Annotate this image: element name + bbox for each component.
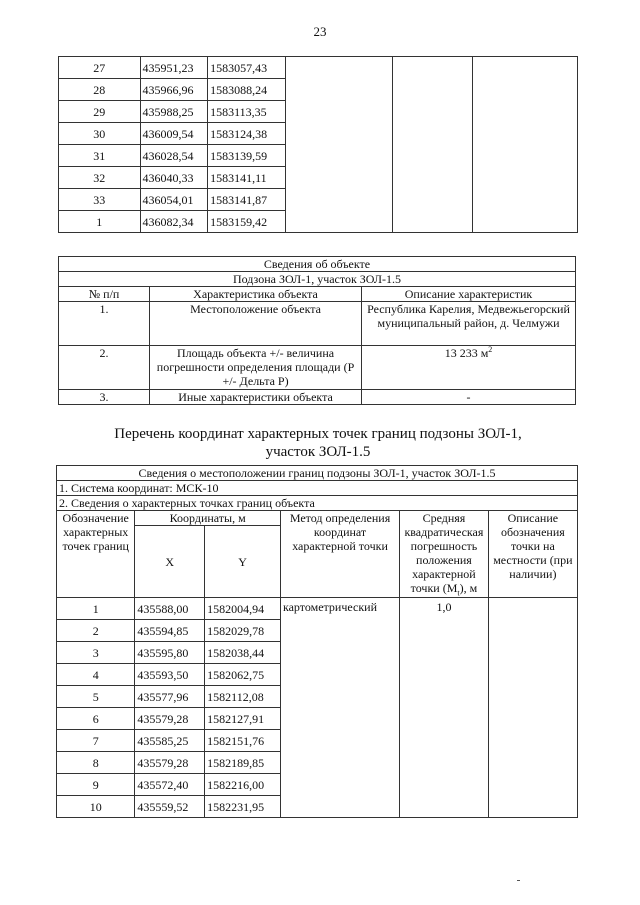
coord-x: 435595,80 (135, 642, 205, 664)
coord-y: 1582038,44 (205, 642, 281, 664)
coord-x: 436028,54 (140, 145, 208, 167)
coord-x: 435588,00 (135, 598, 205, 620)
point-description-cell (488, 598, 577, 818)
coord-x: 435951,23 (140, 57, 208, 79)
point-number: 8 (57, 752, 135, 774)
coord-y: 1583159,42 (208, 211, 286, 233)
row-description: Республика Карелия, Медвежьегорский муниципальный район, д. Челмужи (361, 302, 575, 346)
header-error-end: ), м (459, 581, 478, 595)
area-value: 13 233 м (444, 346, 489, 360)
area-unit-exponent: 2 (488, 345, 493, 354)
table-row (59, 302, 576, 346)
coord-y: 1582062,75 (205, 664, 281, 686)
method-value: картометрический (280, 598, 399, 818)
coord-y: 1582231,95 (205, 796, 281, 818)
header-x: X (135, 526, 205, 598)
row-characteristic: Иные характеристики объекта (150, 390, 362, 405)
header-coordinates: Координаты, м (135, 511, 281, 526)
point-number: 2 (57, 620, 135, 642)
heading-line-1: Перечень координат характерных точек границ подзоны ЗОЛ-1, (114, 426, 522, 442)
coord-x: 436054,01 (140, 189, 208, 211)
point-number: 33 (59, 189, 141, 211)
object-info-table (58, 256, 576, 405)
coord-x: 435593,50 (135, 664, 205, 686)
coord-y: 1582151,76 (205, 730, 281, 752)
header-designation: Обозначение характерных точек границ (57, 511, 135, 598)
point-number: 29 (59, 101, 141, 123)
boundary-title: Сведения о местоположении границ подзоны ЗОЛ-1, участок ЗОЛ-1.5 (57, 466, 578, 481)
coord-x: 435966,96 (140, 79, 208, 101)
coord-y: 1582004,94 (205, 598, 281, 620)
point-number: 5 (57, 686, 135, 708)
table-row (59, 57, 578, 79)
coord-y: 1582216,00 (205, 774, 281, 796)
coord-y: 1583139,59 (208, 145, 286, 167)
section-heading (58, 425, 578, 461)
coordinate-system: 1. Система координат: МСК-10 (57, 481, 578, 496)
coord-x: 435572,40 (135, 774, 205, 796)
points-info: 2. Сведения о характерных точках границ объекта (57, 496, 578, 511)
point-number: 6 (57, 708, 135, 730)
table-row (59, 390, 576, 405)
method-cell (286, 57, 392, 233)
table-row (57, 598, 578, 620)
point-number: 10 (57, 796, 135, 818)
scan-speck (517, 880, 520, 881)
coord-x: 435579,28 (135, 752, 205, 774)
coordinates-table-continued (58, 56, 578, 233)
coord-x: 435559,52 (135, 796, 205, 818)
point-number: 1 (59, 211, 141, 233)
coord-x: 436040,33 (140, 167, 208, 189)
row-characteristic: Местоположение объекта (150, 302, 362, 346)
row-description (361, 346, 575, 390)
coord-x: 435594,85 (135, 620, 205, 642)
table-row (59, 346, 576, 390)
coord-y: 1582189,85 (205, 752, 281, 774)
heading-line-2: участок ЗОЛ-1.5 (265, 444, 371, 460)
object-info-title: Сведения об объекте (59, 257, 576, 272)
coord-x: 435579,28 (135, 708, 205, 730)
coord-x: 435988,25 (140, 101, 208, 123)
header-characteristic: Характеристика объекта (150, 287, 362, 302)
point-number: 1 (57, 598, 135, 620)
header-point-description: Описание обозначения точки на местности (при наличии) (488, 511, 577, 598)
header-method: Метод определения координат характерной точки (280, 511, 399, 598)
row-characteristic: Площадь объекта +/- величина погрешности определения площади (P +/- Дельта P) (150, 346, 362, 390)
point-number: 27 (59, 57, 141, 79)
row-description: - (361, 390, 575, 405)
header-error-text: Средняя квадратическая погрешность положения характерной точки (M (404, 511, 484, 595)
point-number: 4 (57, 664, 135, 686)
description-cell (472, 57, 577, 233)
point-number: 31 (59, 145, 141, 167)
header-num: № п/п (59, 287, 150, 302)
boundary-coordinates-table (56, 465, 578, 818)
point-number: 32 (59, 167, 141, 189)
point-number: 30 (59, 123, 141, 145)
error-cell (392, 57, 472, 233)
coord-y: 1583124,38 (208, 123, 286, 145)
row-num: 3. (59, 390, 150, 405)
coord-y: 1582127,91 (205, 708, 281, 730)
coord-y: 1583141,87 (208, 189, 286, 211)
coord-y: 1582029,78 (205, 620, 281, 642)
header-y: Y (205, 526, 281, 598)
coord-x: 436009,54 (140, 123, 208, 145)
error-value: 1,0 (400, 598, 489, 818)
coord-y: 1583141,11 (208, 167, 286, 189)
coord-y: 1583088,24 (208, 79, 286, 101)
header-error (400, 511, 489, 598)
coord-x: 435577,96 (135, 686, 205, 708)
coord-x: 436082,34 (140, 211, 208, 233)
point-number: 3 (57, 642, 135, 664)
point-number: 9 (57, 774, 135, 796)
coord-y: 1583057,43 (208, 57, 286, 79)
coord-y: 1583113,35 (208, 101, 286, 123)
point-number: 28 (59, 79, 141, 101)
row-num: 2. (59, 346, 150, 390)
page-number: 23 (313, 24, 327, 39)
coord-x: 435585,25 (135, 730, 205, 752)
header-description: Описание характеристик (361, 287, 575, 302)
coord-y: 1582112,08 (205, 686, 281, 708)
row-num: 1. (59, 302, 150, 346)
object-info-subtitle: Подзона ЗОЛ-1, участок ЗОЛ-1.5 (59, 272, 576, 287)
point-number: 7 (57, 730, 135, 752)
header-error-sub: t (457, 588, 460, 598)
